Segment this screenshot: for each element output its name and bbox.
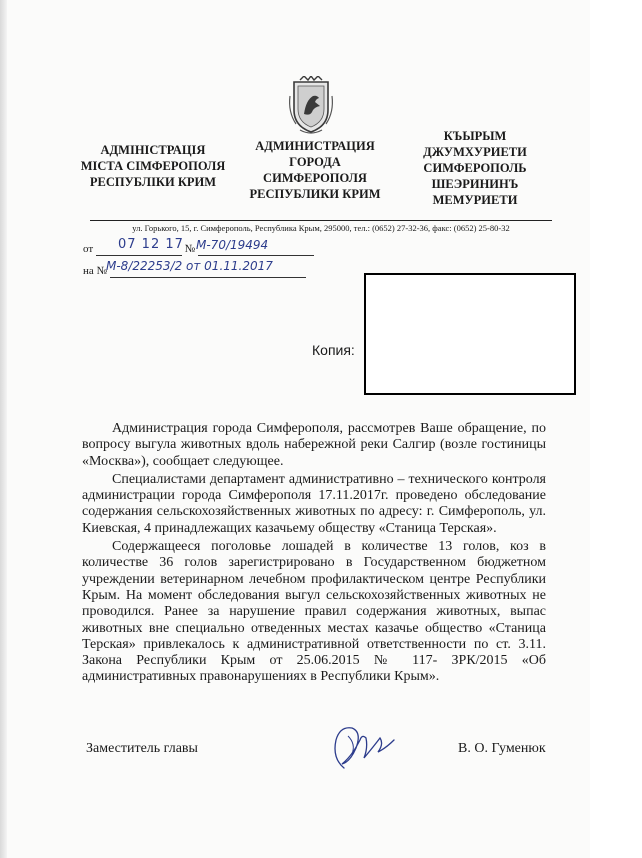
crimea-coat-of-arms-icon bbox=[286, 76, 336, 136]
body-paragraph: Администрация города Симферополя, рассмотрев Ваше обращение, по вопросу выгула животных вдоль набережной реки Салгир (возле гостиницы «Москва»), сообщает следующее. bbox=[82, 421, 546, 469]
header-ru-line: СИМФЕРОПОЛЯ bbox=[263, 171, 367, 185]
header-ru-line: РЕСПУБЛИКИ КРИМ bbox=[249, 187, 381, 201]
header-ukrainian bbox=[78, 142, 228, 190]
body-paragraph: Специалистами департамент административно – технического контроля администрации города Симферополя 17.11.2017г. проведено обследование содержания сельскохозяйственных животных по адресу: г. Симферополь, ул. Киевская, 4 принадлежащих казачьему обществу «Станица Терская». bbox=[82, 471, 546, 536]
redacted-recipient-box bbox=[364, 273, 576, 395]
handwritten-incoming-reference: М-8/22253/2 от 01.11.2017 bbox=[106, 259, 273, 273]
copy-label: Копия: bbox=[312, 342, 355, 358]
header-crh-line: СИМФЕРОПОЛЬ bbox=[423, 161, 527, 175]
handwritten-signature-icon bbox=[322, 718, 402, 778]
signatory-position: Заместитель главы bbox=[86, 741, 198, 756]
body-paragraph: Содержащееся поголовье лошадей в количестве 13 голов, коз в количестве 36 голов зарегистрировано в Государственном бюджетном учреждении ветеринарном лечебном профилактическом центре Республики Крым. На момент обследования выгул сельскохозяйственных животных не проводился. Ранее за нарушение правил содержания животных, выпас животных вне специально отведенных местах казачье общество «Станица Терская» привлекалось к административной ответственности по ст. 3.11. Закона Республики Крым от 25.06.2015 № 117- ЗРК/2015 «Об административных правонарушениях в Республики Крым». bbox=[82, 539, 546, 685]
handwritten-date: 07 12 17 bbox=[118, 237, 184, 252]
header-crimean-tatar bbox=[400, 128, 550, 208]
header-divider bbox=[90, 220, 552, 221]
letter-body bbox=[82, 421, 546, 686]
header-crh-line: МЕМУРИЕТИ bbox=[432, 193, 518, 207]
header-crh-line: ШЕЭРИНИНЪ bbox=[431, 177, 519, 191]
header-crh-line: КЪЫРЫМ bbox=[443, 129, 507, 143]
header-uk-line: РЕСПУБЛІКИ КРИМ bbox=[89, 175, 217, 189]
header-uk-line: МІСТА СІМФЕРОПОЛЯ bbox=[80, 159, 226, 173]
header-crh-line: ДЖУМХУРИЕТИ bbox=[423, 145, 527, 159]
header-russian bbox=[240, 138, 390, 202]
header-ru-line: АДМИНИСТРАЦИЯ bbox=[255, 139, 375, 153]
scan-edge-shadow bbox=[0, 0, 7, 858]
handwritten-outgoing-number: М-70/19494 bbox=[196, 238, 269, 252]
signatory-name: В. О. Гуменюк bbox=[458, 741, 546, 756]
header-ru-line: ГОРОДА bbox=[289, 155, 341, 169]
from-label: от bbox=[83, 243, 94, 255]
scan-right-margin bbox=[590, 0, 642, 858]
to-label: на № bbox=[83, 265, 108, 277]
number-label: № bbox=[184, 243, 196, 255]
header-uk-line: АДМІНІСТРАЦІЯ bbox=[100, 143, 206, 157]
office-address: ул. Горького, 15, г. Симферополь, Республика Крым, 295000, тел.: (0652) 27-32-36, факс: (0652) 25-80-32 bbox=[132, 223, 510, 233]
